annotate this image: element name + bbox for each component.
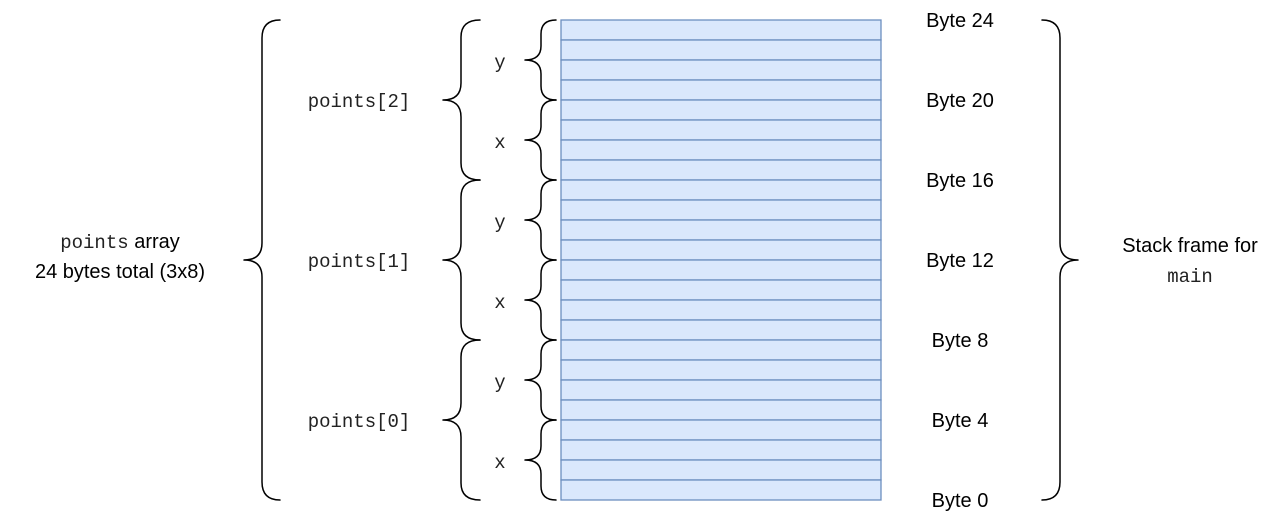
- memory-cell: [561, 40, 881, 60]
- element-label-points-2: points[2]: [307, 91, 411, 113]
- memory-cell: [561, 20, 881, 40]
- byte-labels: [926, 10, 994, 512]
- field-label: y: [494, 52, 506, 74]
- byte-label: Byte 0: [931, 490, 989, 512]
- memory-cell: [561, 320, 881, 340]
- field-brace: [525, 420, 556, 500]
- element-braces: [443, 20, 480, 500]
- memory-cell: [561, 260, 881, 280]
- memory-cell: [561, 120, 881, 140]
- stack-frame-function: main: [1167, 266, 1213, 288]
- memory-cell: [561, 480, 881, 500]
- stack-frame-brace: [1042, 20, 1078, 500]
- field-brace: [525, 180, 556, 260]
- byte-label: Byte 20: [926, 90, 994, 112]
- memory-cell: [561, 440, 881, 460]
- field-brace: [525, 260, 556, 340]
- memory-cell: [561, 80, 881, 100]
- byte-label: Byte 4: [931, 410, 989, 432]
- memory-cell: [561, 380, 881, 400]
- field-brace: [525, 20, 556, 100]
- field-braces: [525, 20, 556, 500]
- array-name: points: [60, 232, 129, 254]
- byte-label: Byte 24: [926, 10, 994, 32]
- array-label-line2: 24 bytes total (3x8): [34, 261, 206, 283]
- array-label-line1: [60, 231, 180, 254]
- element-brace: [443, 20, 480, 180]
- memory-block: [561, 20, 881, 500]
- field-label: x: [494, 132, 506, 154]
- memory-cell: [561, 180, 881, 200]
- memory-cell: [561, 420, 881, 440]
- byte-label: Byte 16: [926, 170, 994, 192]
- field-label: y: [494, 372, 506, 394]
- memory-cell: [561, 300, 881, 320]
- memory-cell: [561, 360, 881, 380]
- element-label-points-1: points[1]: [307, 251, 411, 273]
- memory-cell: [561, 340, 881, 360]
- field-brace: [525, 100, 556, 180]
- memory-cell: [561, 160, 881, 180]
- memory-cell: [561, 400, 881, 420]
- memory-cell: [561, 280, 881, 300]
- field-label: y: [494, 212, 506, 234]
- array-suffix: array: [128, 231, 180, 253]
- field-label: x: [494, 292, 506, 314]
- element-brace: [443, 180, 480, 340]
- field-label: x: [494, 452, 506, 474]
- byte-label: Byte 8: [931, 330, 989, 352]
- memory-cell: [561, 100, 881, 120]
- array-brace: [244, 20, 280, 500]
- field-labels: [494, 52, 505, 474]
- element-label-points-0: points[0]: [307, 411, 411, 433]
- field-brace: [525, 340, 556, 420]
- element-labels: [308, 91, 411, 433]
- memory-cell: [561, 240, 881, 260]
- memory-cell: [561, 60, 881, 80]
- memory-cell: [561, 460, 881, 480]
- stack-frame-label: Stack frame for: [1122, 235, 1258, 257]
- memory-cell: [561, 200, 881, 220]
- element-brace: [443, 340, 480, 500]
- memory-cell: [561, 140, 881, 160]
- memory-cell: [561, 220, 881, 240]
- byte-label: Byte 12: [926, 250, 994, 272]
